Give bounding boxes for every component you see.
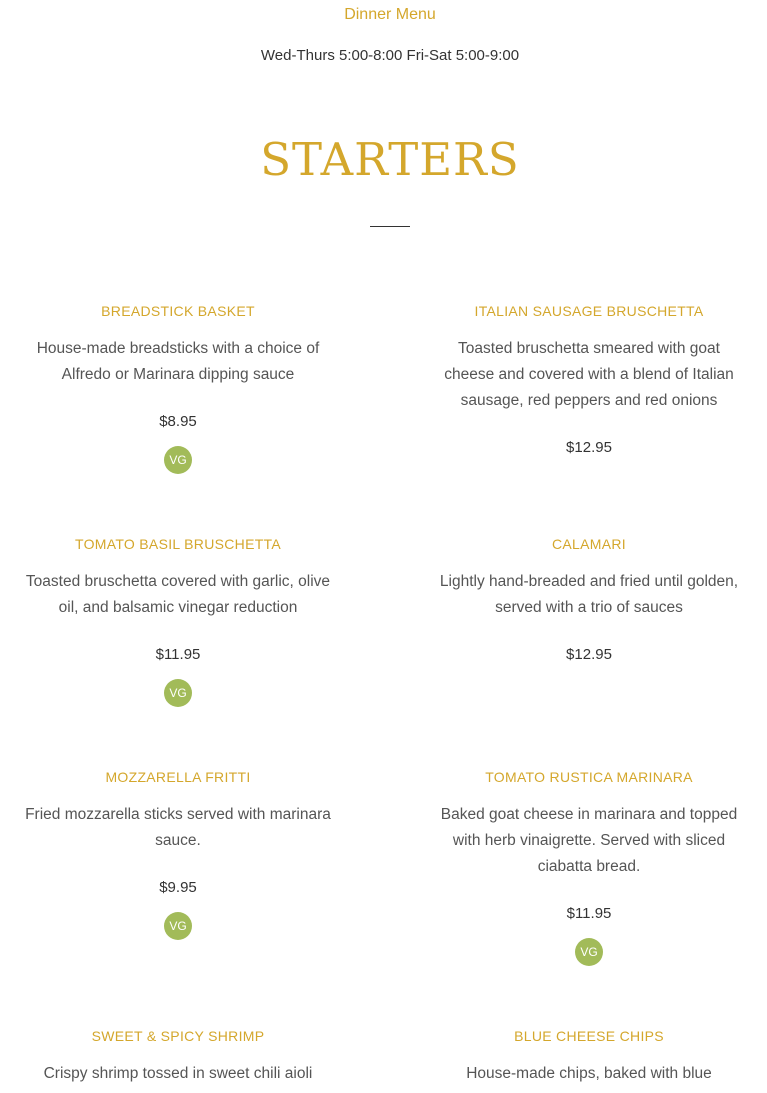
item-name: ITALIAN SAUSAGE BRUSCHETTA [474, 303, 704, 319]
menu-item-italian-sausage-bruschetta [434, 302, 744, 458]
item-description: Fried mozzarella sticks served with marinara sauce. [25, 806, 331, 849]
menu-item-tomato-rustica-marinara [434, 768, 744, 966]
item-name: TOMATO BASIL BRUSCHETTA [74, 536, 282, 552]
item-description: Baked goat cheese in marinara and topped with herb vinaigrette. Served with sliced ciabatta bread. [440, 806, 738, 875]
item-description: House-made chips, baked with blue [466, 1065, 712, 1082]
item-price: $12.95 [566, 439, 612, 456]
item-description: Lightly hand-breaded and fried until golden, served with a trio of sauces [439, 573, 739, 616]
section-divider [370, 226, 410, 227]
menu-item-sweet-spicy-shrimp [23, 1027, 333, 1087]
item-name: CALAMARI [552, 536, 626, 552]
menu-item-breadstick-basket [23, 302, 333, 474]
item-description: Crispy shrimp tossed in sweet chili aioli [43, 1065, 313, 1082]
item-price: $8.95 [159, 413, 197, 430]
item-price: $12.95 [566, 646, 612, 663]
section-title: STARTERS [260, 133, 520, 186]
item-price: $9.95 [159, 879, 197, 896]
dinner-menu-link[interactable]: Dinner Menu [344, 6, 436, 23]
item-price: $11.95 [566, 905, 612, 922]
item-name: TOMATO RUSTICA MARINARA [485, 769, 693, 785]
hours-text: Wed-Thurs 5:00-8:00 Fri-Sat 5:00-9:00 [260, 47, 520, 64]
vegetarian-badge: VG [575, 938, 603, 966]
vegetarian-badge: VG [164, 912, 192, 940]
menu-item-mozzarella-fritti [23, 768, 333, 940]
item-description: House-made breadsticks with a choice of Alfredo or Marinara dipping sauce [36, 340, 320, 383]
item-name: SWEET & SPICY SHRIMP [91, 1028, 265, 1044]
menu-item-calamari [434, 535, 744, 665]
vegetarian-badge: VG [164, 446, 192, 474]
item-name: BLUE CHEESE CHIPS [514, 1028, 664, 1044]
item-price: $11.95 [155, 646, 201, 663]
menu-item-tomato-basil-bruschetta [23, 535, 333, 707]
item-description: Toasted bruschetta smeared with goat cheese and covered with a blend of Italian sausage, red peppers and red onions [444, 340, 734, 409]
item-name: MOZZARELLA FRITTI [105, 769, 251, 785]
item-name: BREADSTICK BASKET [101, 303, 255, 319]
vegetarian-badge: VG [164, 679, 192, 707]
item-description: Toasted bruschetta covered with garlic, olive oil, and balsamic vinegar reduction [25, 573, 331, 616]
menu-item-blue-cheese-chips [434, 1027, 744, 1087]
